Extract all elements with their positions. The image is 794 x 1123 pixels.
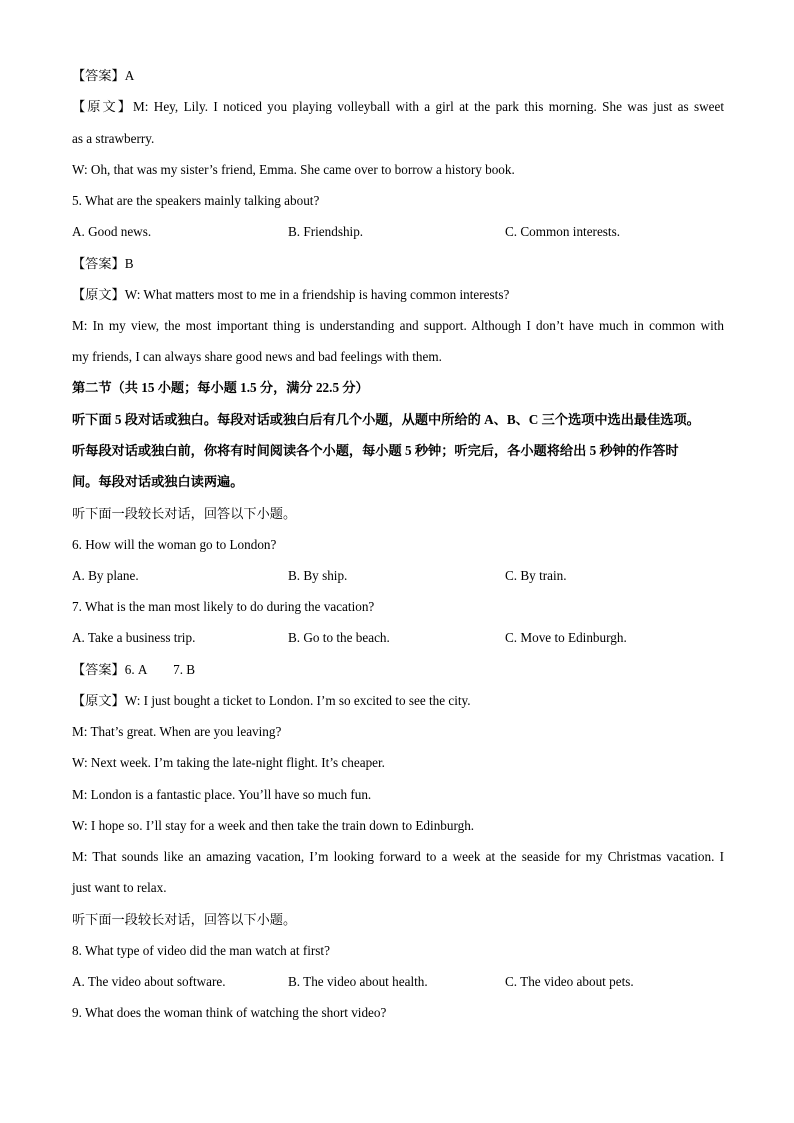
transcript-6-line-6: M: That sounds like an amazing vacation, I’m looking forward to a week at the seaside for my Christmas vacation. I <box>72 849 724 864</box>
section-instructions-line-2: 听每段对话或独白前，你将有时间阅读各个小题，每小题 5 秒钟；听完后，各小题将给出 5 秒钟的作答时 <box>72 443 679 458</box>
question-5-option-a: A. Good news. <box>72 224 152 239</box>
question-6-option-c: C. By train. <box>505 568 567 583</box>
answer-label-5: 【答案】B <box>72 256 134 271</box>
transcript-5-line-3: my friends, I can always share good news and bad feelings with them. <box>72 349 442 364</box>
dialogue-intro-1: 听下面一段较长对话，回答以下小题。 <box>72 506 297 521</box>
question-9: 9. What does the woman think of watching the short video? <box>72 1005 387 1020</box>
question-5-option-b: B. Friendship. <box>288 224 364 239</box>
transcript-6-line-7: just want to relax. <box>72 880 167 895</box>
transcript-4-line-2: as a strawberry. <box>72 131 155 146</box>
question-7-option-a: A. Take a business trip. <box>72 630 196 645</box>
question-8: 8. What type of video did the man watch at first? <box>72 943 330 958</box>
transcript-4-line-3: W: Oh, that was my sister’s friend, Emma. She came over to borrow a history book. <box>72 162 515 177</box>
transcript-6-line-1: 【原文】W: I just bought a ticket to London. I’m so excited to see the city. <box>72 693 471 708</box>
dialogue-intro-2: 听下面一段较长对话，回答以下小题。 <box>72 912 297 927</box>
section-instructions-line-1: 听下面 5 段对话或独白。每段对话或独白后有几个小题，从题中所给的 A、B、C 三个选项中选出最佳选项。 <box>72 412 700 427</box>
question-7-option-c: C. Move to Edinburgh. <box>505 630 627 645</box>
question-8-option-c: C. The video about pets. <box>505 974 634 989</box>
transcript-6-line-5: W: I hope so. I’ll stay for a week and then take the train down to Edinburgh. <box>72 818 475 833</box>
question-5-option-c: C. Common interests. <box>505 224 621 239</box>
transcript-6-line-4: M: London is a fantastic place. You’ll have so much fun. <box>72 787 372 802</box>
question-8-option-b: B. The video about health. <box>288 974 428 989</box>
answer-label-4: 【答案】A <box>72 68 135 83</box>
section-heading: 第二节（共 15 小题；每小题 1.5 分，满分 22.5 分） <box>72 380 369 395</box>
transcript-5-line-2: M: In my view, the most important thing is understanding and support. Although I don’t have much in common with <box>72 318 724 333</box>
question-8-option-a: A. The video about software. <box>72 974 226 989</box>
transcript-5-line-1: 【原文】W: What matters most to me in a friendship is having common interests? <box>72 287 510 302</box>
transcript-4-line-1: 【原文】M: Hey, Lily. I noticed you playing volleyball with a girl at the park this morning. She was just as sweet <box>72 99 724 114</box>
question-6-option-b: B. By ship. <box>288 568 348 583</box>
answer-label-6-7: 【答案】6. A 7. B <box>72 662 196 677</box>
transcript-6-line-2: M: That’s great. When are you leaving? <box>72 724 282 739</box>
transcript-6-line-3: W: Next week. I’m taking the late-night flight. It’s cheaper. <box>72 755 385 770</box>
document-page <box>72 0 724 1123</box>
section-instructions-line-3: 间。每段对话或独白读两遍。 <box>72 474 244 489</box>
question-7: 7. What is the man most likely to do during the vacation? <box>72 599 375 614</box>
question-6: 6. How will the woman go to London? <box>72 537 277 552</box>
question-6-option-a: A. By plane. <box>72 568 139 583</box>
question-5: 5. What are the speakers mainly talking about? <box>72 193 320 208</box>
question-7-option-b: B. Go to the beach. <box>288 630 390 645</box>
